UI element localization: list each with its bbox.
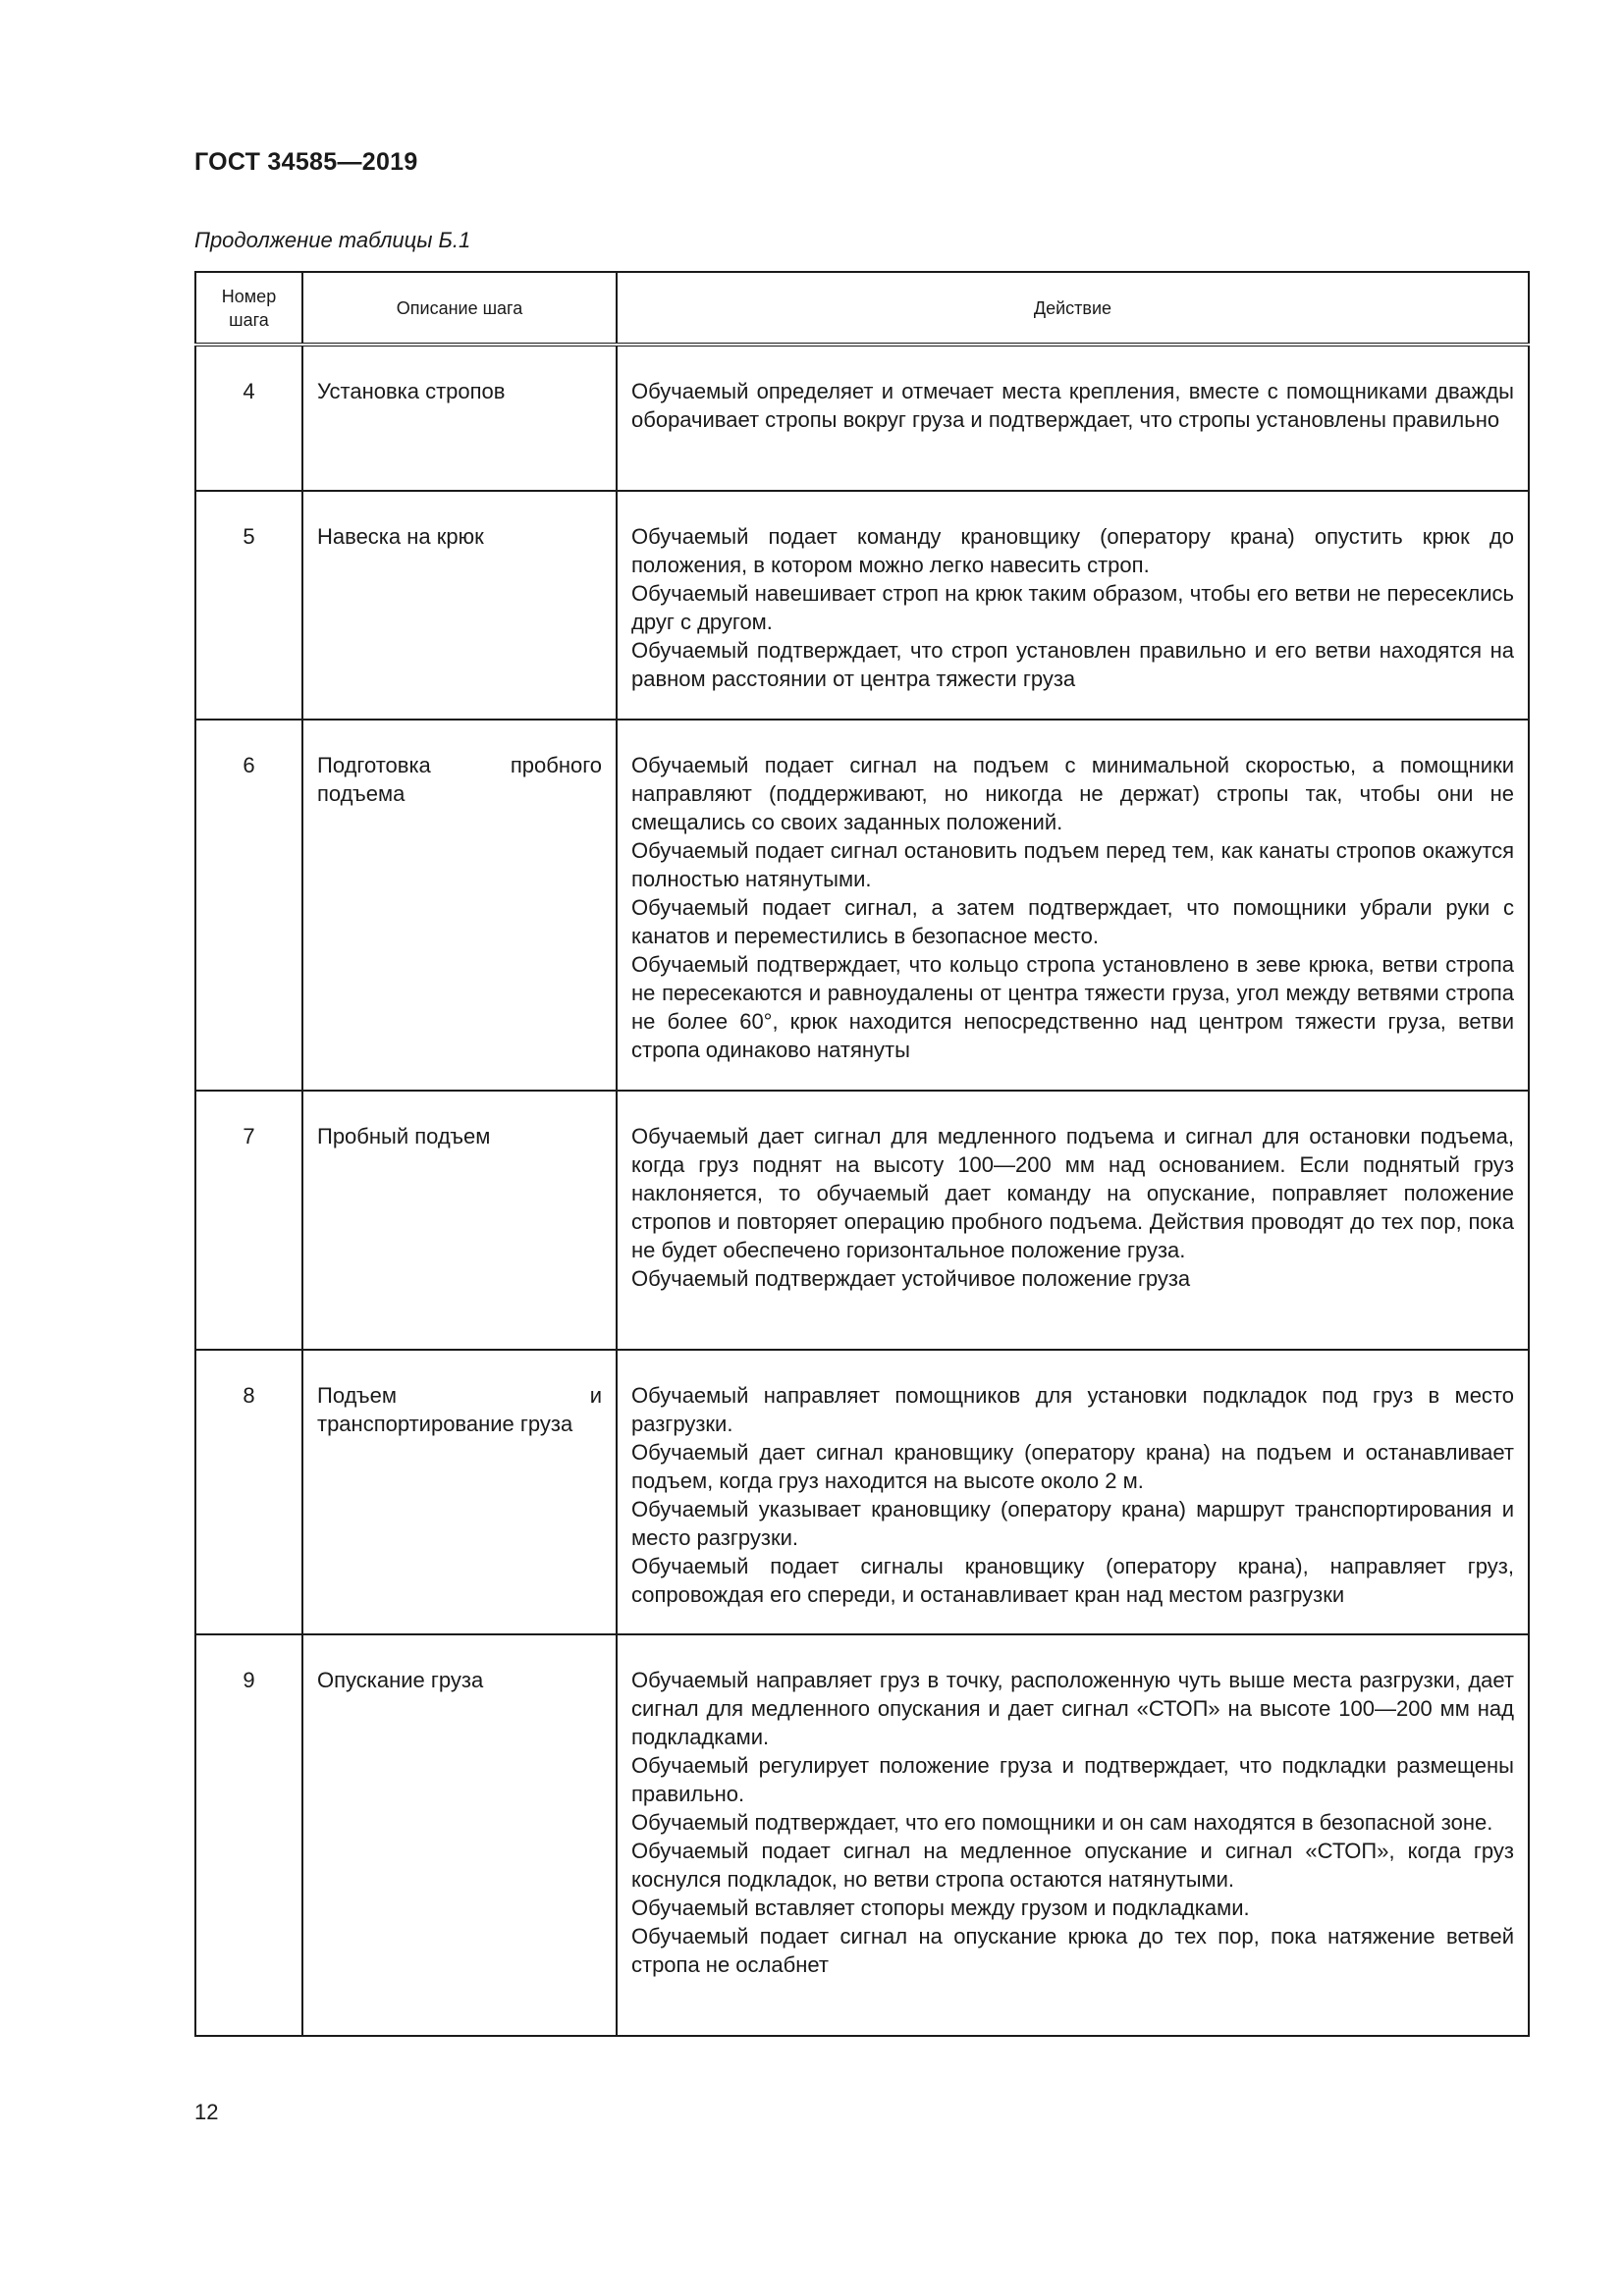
step-description-cell: Опускание груза xyxy=(302,1634,617,2036)
column-header-step-description: Описание шага xyxy=(302,272,617,345)
step-number-cell: 7 xyxy=(195,1091,302,1350)
document-title: ГОСТ 34585—2019 xyxy=(194,148,418,176)
step-number-cell: 8 xyxy=(195,1350,302,1634)
table-row xyxy=(195,1634,1529,2036)
column-header-step-number: Номер шага xyxy=(195,272,302,345)
step-description-cell: Пробный подъем xyxy=(302,1091,617,1350)
step-description-cell: Установка стропов xyxy=(302,345,617,491)
action-paragraph: Обучаемый вставляет стопоры между грузом и подкладками. xyxy=(631,1896,1250,1920)
action-paragraph: Обучаемый регулирует положение груза и подтверждает, что подкладки размещены правильно. xyxy=(631,1753,1514,1806)
action-cell xyxy=(617,345,1529,491)
steps-table xyxy=(194,271,1530,2037)
action-paragraph: Обучаемый определяет и отмечает места крепления, вместе с помощниками дважды оборачивает стропы вокруг груза и подтверждает, что стропы установлены правильно xyxy=(631,379,1514,432)
table-header xyxy=(195,272,1529,345)
action-cell xyxy=(617,1350,1529,1634)
step-number-cell: 5 xyxy=(195,491,302,720)
action-paragraph: Обучаемый подтверждает, что кольцо стропа установлено в зеве крюка, ветви стропа не пересекаются и равноудалены от центра тяжести груза, угол между ветвями стропа не более 60°, крюк находится непосредственно над центром тяжести груза, ветви стропа одинаково натянуты xyxy=(631,952,1514,1062)
page-number: 12 xyxy=(194,2100,219,2124)
action-paragraph: Обучаемый направляет помощников для установки подкладок под груз в место разгрузки. xyxy=(631,1383,1514,1436)
step-number-cell: 4 xyxy=(195,345,302,491)
action-cell xyxy=(617,1091,1529,1350)
action-paragraph: Обучаемый подает сигнал на медленное опускание и сигнал «СТОП», когда груз коснулся подкладок, но ветви стропа остаются натянутыми. xyxy=(631,1839,1514,1892)
action-paragraph: Обучаемый подает сигнал, а затем подтверждает, что помощники убрали руки с канатов и переместились в безопасное место. xyxy=(631,895,1514,948)
action-paragraph: Обучаемый подтверждает устойчивое положение груза xyxy=(631,1266,1191,1291)
action-paragraph: Обучаемый навешивает строп на крюк таким образом, чтобы его ветви не пересеклись друг с другом. xyxy=(631,581,1514,634)
action-cell xyxy=(617,720,1529,1091)
action-paragraph: Обучаемый подает сигнал на опускание крюка до тех пор, пока натяжение ветвей стропа не ослабнет xyxy=(631,1924,1514,1977)
table-row xyxy=(195,1350,1529,1634)
action-paragraph: Обучаемый подает команду крановщику (оператору крана) опустить крюк до положения, в котором можно легко навесить строп. xyxy=(631,524,1514,577)
action-paragraph: Обучаемый дает сигнал крановщику (оператору крана) на подъем и останавливает подъем, когда груз находится на высоте около 2 м. xyxy=(631,1440,1514,1493)
table-header-row xyxy=(195,272,1529,345)
step-number-cell: 9 xyxy=(195,1634,302,2036)
table-row xyxy=(195,345,1529,491)
action-paragraph: Обучаемый подает сигнал остановить подъем перед тем, как канаты стропов окажутся полностью натянутыми. xyxy=(631,838,1514,891)
action-paragraph: Обучаемый указывает крановщику (оператору крана) маршрут транспортирования и место разгрузки. xyxy=(631,1497,1514,1550)
action-paragraph: Обучаемый подтверждает, что его помощники и он сам находятся в безопасной зоне. xyxy=(631,1810,1493,1835)
action-cell xyxy=(617,491,1529,720)
action-cell xyxy=(617,1634,1529,2036)
step-description-cell: Подготовка пробного подъема xyxy=(302,720,617,1091)
action-paragraph: Обучаемый дает сигнал для медленного подъема и сигнал для остановки подъема, когда груз поднят на высоту 100—200 мм над основанием. Если поднятый груз наклоняется, то обучаемый дает команду на опускание, поправляет положение стропов и повторяет операцию пробного подъема. Действия проводят до тех пор, пока не будет обеспечено горизонтальное положение груза. xyxy=(631,1124,1514,1262)
step-description-cell: Навеска на крюк xyxy=(302,491,617,720)
table-row xyxy=(195,491,1529,720)
action-paragraph: Обучаемый подает сигнал на подъем с минимальной скоростью, а помощники направляют (поддерживают, но никогда не держат) стропы так, чтобы они не смещались со своих заданных положений. xyxy=(631,753,1514,834)
column-header-action: Действие xyxy=(617,272,1529,345)
table-caption: Продолжение таблицы Б.1 xyxy=(194,228,471,252)
table-row xyxy=(195,720,1529,1091)
action-paragraph: Обучаемый подает сигналы крановщику (оператору крана), направляет груз, сопровождая его спереди, и останавливает кран над местом разгрузки xyxy=(631,1554,1514,1607)
step-number-cell: 6 xyxy=(195,720,302,1091)
action-paragraph: Обучаемый направляет груз в точку, расположенную чуть выше места разгрузки, дает сигнал для медленного опускания и дает сигнал «СТОП» на высоте 100—200 мм над подкладками. xyxy=(631,1668,1514,1749)
action-paragraph: Обучаемый подтверждает, что строп установлен правильно и его ветви находятся на равном расстоянии от центра тяжести груза xyxy=(631,638,1514,691)
table-row xyxy=(195,1091,1529,1350)
table-body xyxy=(195,345,1529,2036)
step-description-cell: Подъем и транспортирование груза xyxy=(302,1350,617,1634)
